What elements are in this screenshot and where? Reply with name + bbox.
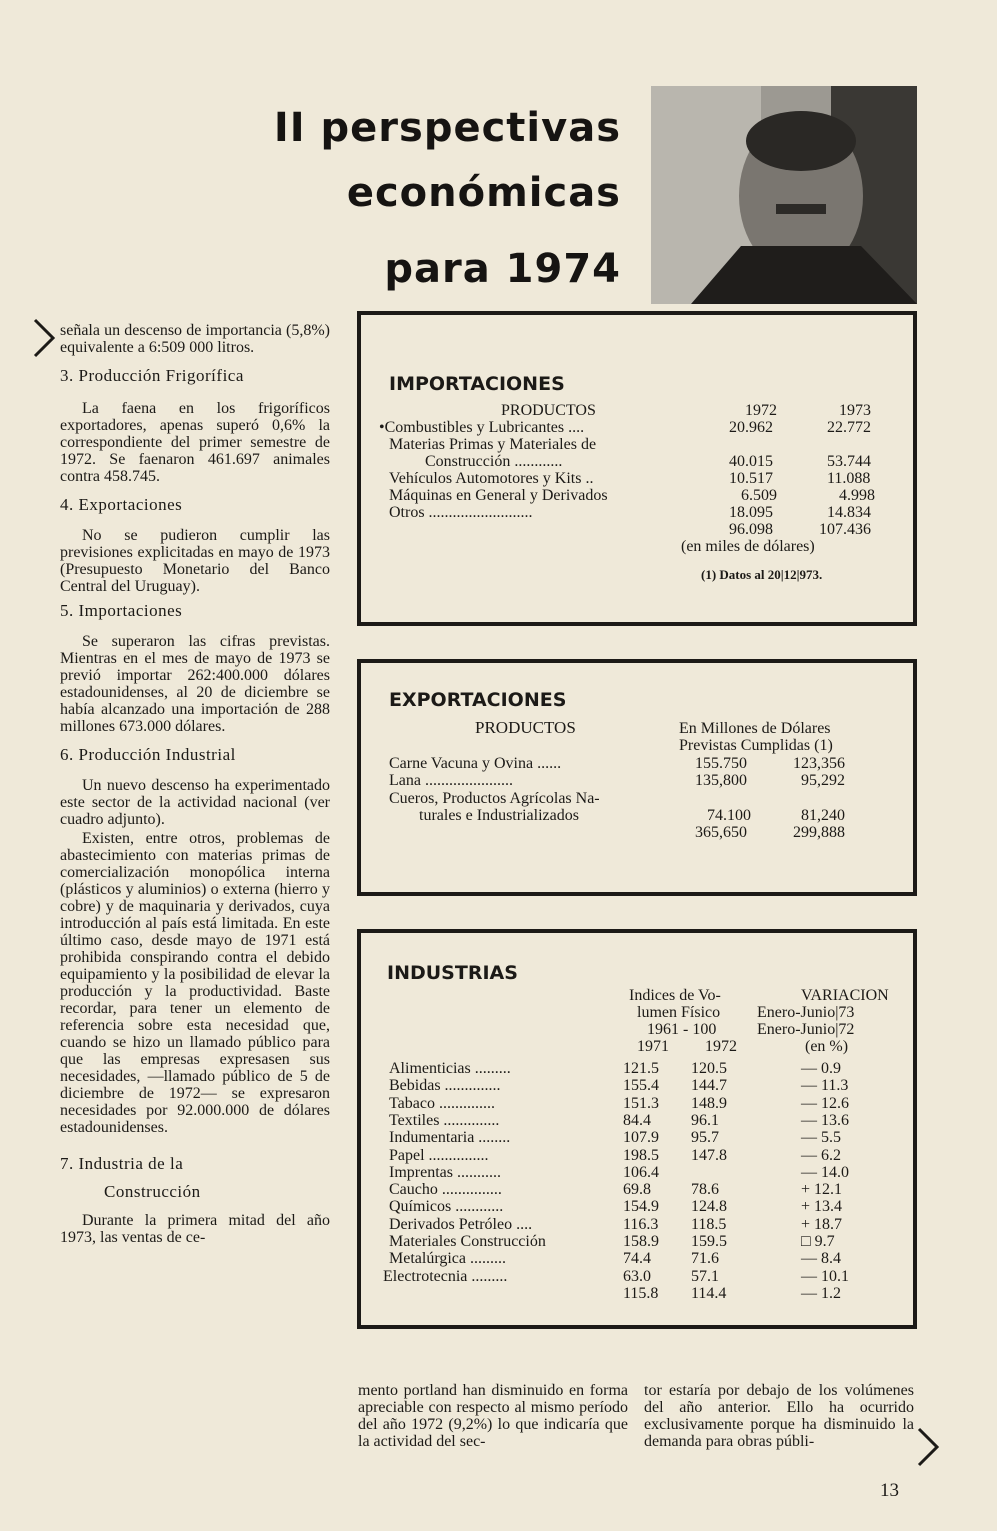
paragraph-bottom-2: tor estaría por debajo de los volúmenes del año anterior. Ello ha ocurrido exclusivamente porque ha disminuido la demanda para obras públi- <box>644 1382 914 1450</box>
table-cell-1971: 106.4 <box>623 1163 659 1181</box>
table-cell-variacion: □ 9.7 <box>801 1233 835 1250</box>
table-cell-variacion: — 6.2 <box>801 1146 841 1164</box>
col-header-pct: (en %) <box>805 1038 849 1055</box>
table-cell-cumplidas: 123,356 <box>793 755 845 772</box>
table-row-label: Textiles .............. <box>389 1111 500 1129</box>
table-cell-1973: 4.998 <box>839 487 875 504</box>
continue-arrow-icon <box>917 1427 939 1467</box>
table-cell-1971: 115.8 <box>623 1284 659 1302</box>
exportaciones-heading: EXPORTACIONES <box>389 689 567 711</box>
arrow-marker-icon <box>33 318 55 358</box>
col-header-variacion: VARIACION <box>801 987 889 1004</box>
importaciones-table <box>357 311 917 626</box>
section-heading-5: 5. Importaciones <box>60 601 183 620</box>
table-cell-variacion: — 5.5 <box>801 1129 841 1147</box>
table-cell-1971: 155.4 <box>623 1077 659 1095</box>
section-heading-7a: 7. Industria de la <box>60 1154 184 1173</box>
table-row-label: Materias Primas y Materiales de <box>389 436 597 453</box>
table-row-label: Cueros, Productos Agrícolas Na- <box>389 790 600 807</box>
table-row-label: •Combustibles y Lubricantes .... <box>379 419 585 436</box>
table-cell-variacion: — 13.6 <box>801 1111 849 1129</box>
table-cell-1973: 14.834 <box>827 504 871 521</box>
table-cell-1971: 158.9 <box>623 1233 659 1250</box>
table-cell-cumplidas: 81,240 <box>801 807 845 824</box>
table-row-label: Químicos ............ <box>389 1198 504 1216</box>
table-row-label: Caucho ............... <box>389 1181 502 1199</box>
table-cell-variacion: — 10.1 <box>801 1267 849 1285</box>
table-row-label: Derivados Petróleo .... <box>389 1215 533 1233</box>
table-row-label: Indumentaria ........ <box>389 1129 511 1147</box>
table-row-label: Imprentas ........... <box>389 1163 501 1181</box>
col-header-1972: 1972 <box>705 1038 737 1055</box>
table-cell-1971: 69.8 <box>623 1181 651 1199</box>
section-heading-7b: Construcción <box>104 1182 201 1201</box>
table-cell-1972: 71.6 <box>691 1250 719 1268</box>
portrait-photo <box>651 86 917 304</box>
paragraph-6a: Un nuevo descenso ha experimentado este sector de la actividad nacional (ver cuadro adjunto). <box>60 777 330 828</box>
industrias-table <box>357 929 917 1329</box>
footnote: (1) Datos al 20|12|973. <box>701 567 823 582</box>
col-header-1973: 1973 <box>839 402 871 419</box>
table-row-label: Materiales Construcción <box>389 1233 546 1250</box>
table-row-label: Metalúrgica ......... <box>389 1250 507 1268</box>
paragraph-6b: Existen, entre otros, problemas de abastecimiento con materias primas de comercialización monopólica interna (plásticos y aluminios) o externa (hierro y cobre) y de maquinaria y derivados, cuya introducción al país está limitada. En este último caso, desde mayo de 1971 está prohibida conspirando contra el debido equipamiento y la posibilidad de elevar la producción y la productividad. Baste recordar, para tener un elemento de referencia sobre esta necesidad que, cuando se hizo un llamado público para que las empresas expresasen sus necesidades, —llamado público de 5 de diciembre de 1972— se expresaron necesidades por 92.000.000 de dólares estadounidenses. <box>60 830 330 1136</box>
table-cell-1972: 10.517 <box>729 470 773 487</box>
table-cell-1972: 114.4 <box>691 1284 727 1302</box>
section-heading-6: 6. Producción Industrial <box>60 745 236 764</box>
page-title-line3: para 1974 <box>384 246 621 292</box>
table-cell-1971: 198.5 <box>623 1146 659 1164</box>
table-cell-previstas: 155.750 <box>695 755 747 772</box>
table-cell-1972: 20.962 <box>729 419 773 436</box>
col-header-base: 1961 - 100 <box>647 1021 717 1038</box>
table-cell-1972: 144.7 <box>691 1077 727 1095</box>
table-row-label: Lana ...................... <box>389 772 513 789</box>
table-cell-1972: 78.6 <box>691 1181 719 1199</box>
total-cumplidas: 299,888 <box>793 824 845 841</box>
table-cell-1972: 159.5 <box>691 1233 727 1250</box>
page-title-line1: II perspectivas <box>273 105 621 151</box>
col-header-volumen: lumen Físico <box>637 1004 721 1021</box>
bottom-column-2 <box>644 1382 914 1450</box>
col-header-periodo72: Enero-Junio|72 <box>757 1021 855 1038</box>
table-cell-variacion: — 12.6 <box>801 1094 849 1112</box>
col-header-previstas: Previstas Cumplidas (1) <box>679 737 833 754</box>
table-cell-1972: 95.7 <box>691 1129 719 1147</box>
table-cell-1972: 57.1 <box>691 1267 719 1285</box>
portrait-photo-icon <box>651 86 917 304</box>
table-row-label: Alimenticias ......... <box>389 1060 511 1077</box>
table-cell-variacion: — 11.3 <box>801 1077 849 1095</box>
table-cell-variacion: — 8.4 <box>801 1250 841 1268</box>
paragraph-7: Durante la primera mitad del año 1973, las ventas de ce- <box>60 1212 330 1246</box>
section-heading-4: 4. Exportaciones <box>60 495 183 514</box>
table-cell-1971: 107.9 <box>623 1129 659 1147</box>
section-heading-3: 3. Producción Frigorífica <box>60 366 244 385</box>
paragraph-intro: señala un descenso de importancia (5,8%) equivalente a 6:509 000 litros. <box>60 322 330 356</box>
table-row-label: Tabaco .............. <box>389 1094 495 1112</box>
paragraph-4: No se pudieron cumplir las previsiones explicitadas en mayo de 1973 (Presupuesto Monetario del Banco Central del Uruguay). <box>60 527 330 595</box>
total-previstas: 365,650 <box>695 824 747 841</box>
table-cell-variacion: + 13.4 <box>801 1198 843 1216</box>
importaciones-heading: IMPORTACIONES <box>389 373 565 395</box>
table-cell-1972: 40.015 <box>729 453 773 470</box>
table-cell-1971: 121.5 <box>623 1060 659 1077</box>
paragraph-5: Se superaron las cifras previstas. Mientras en el mes de mayo de 1973 se previó importar 262:400.000 dólares estadounidenses, al 20 de diciembre se había alcanzado una importación de 288 millones 673.000 dólares. <box>60 633 330 735</box>
table-cell-variacion: — 14.0 <box>801 1163 849 1181</box>
exportaciones-table <box>357 659 917 896</box>
table-cell-1973: 53.744 <box>827 453 871 470</box>
table-cell-1971: 63.0 <box>623 1267 651 1285</box>
col-header-indices: Indices de Vo- <box>629 987 721 1004</box>
table-cell-variacion: + 12.1 <box>801 1181 843 1199</box>
table-cell-variacion: — 1.2 <box>801 1284 841 1302</box>
table-row-label: Bebidas .............. <box>389 1077 501 1095</box>
table-cell-1972: 124.8 <box>691 1198 727 1216</box>
table-cell-cumplidas: 95,292 <box>801 772 845 789</box>
table-cell-1971: 154.9 <box>623 1198 659 1216</box>
table-row-label: Máquinas en General y Derivados <box>389 487 608 504</box>
bottom-column-1 <box>358 1382 628 1450</box>
table-cell-1972: 120.5 <box>691 1060 727 1077</box>
page-number: 13 <box>880 1480 899 1501</box>
col-header-millones: En Millones de Dólares <box>679 720 831 737</box>
paragraph-3: La faena en los frigoríficos exportadores, apenas superó 0,6% la correspondiente del primer semestre de 1972. Se faenaron 461.697 animales contra 458.745. <box>60 400 330 485</box>
table-cell-1971: 116.3 <box>623 1215 659 1233</box>
col-header-products: PRODUCTOS <box>501 402 596 419</box>
table-row-label: Papel ............... <box>389 1146 489 1164</box>
table-row-label: turales e Industrializados <box>419 807 579 824</box>
table-row-label: Vehículos Automotores y Kits .. <box>389 470 594 487</box>
table-cell-1972: 18.095 <box>729 504 773 521</box>
table-cell-1972: 6.509 <box>741 487 777 504</box>
table-cell-previstas: 135,800 <box>695 772 747 789</box>
industrias-heading: INDUSTRIAS <box>387 962 518 984</box>
page-title-line2: económicas <box>346 170 621 216</box>
table-row-label: Electrotecnia ......... <box>383 1267 508 1285</box>
table-cell-1973: 22.772 <box>827 419 871 436</box>
col-header-1971: 1971 <box>637 1038 669 1055</box>
col-header-products: PRODUCTOS <box>475 718 576 737</box>
table-cell-1972: 118.5 <box>691 1215 727 1233</box>
table-cell-previstas: 74.100 <box>707 807 751 824</box>
table-cell-1971: 74.4 <box>623 1250 651 1268</box>
col-header-1972: 1972 <box>745 402 777 419</box>
table-cell-1972: 147.8 <box>691 1146 727 1164</box>
table-cell-1973: 11.088 <box>827 470 871 487</box>
total-1973: 107.436 <box>819 521 871 538</box>
paragraph-bottom-1: mento portland han disminuido en forma apreciable con respecto al mismo período del año 1972 (9,2%) lo que indicaría que la actividad del sec- <box>358 1382 628 1450</box>
table-cell-variacion: + 18.7 <box>801 1215 843 1233</box>
table-cell-variacion: — 0.9 <box>801 1060 841 1077</box>
table-cell-1972: 148.9 <box>691 1094 727 1112</box>
left-column <box>60 322 330 1246</box>
total-1972: 96.098 <box>729 521 773 538</box>
col-header-periodo73: Enero-Junio|73 <box>757 1004 855 1021</box>
table-row-label: Otros .......................... <box>389 504 533 521</box>
units-note: (en miles de dólares) <box>681 538 815 555</box>
table-cell-1972: 96.1 <box>691 1111 719 1129</box>
table-cell-1971: 84.4 <box>623 1111 651 1129</box>
table-row-label: Carne Vacuna y Ovina ...... <box>389 755 562 772</box>
table-cell-1971: 151.3 <box>623 1094 659 1112</box>
table-row-label: Construcción ............ <box>425 453 563 470</box>
